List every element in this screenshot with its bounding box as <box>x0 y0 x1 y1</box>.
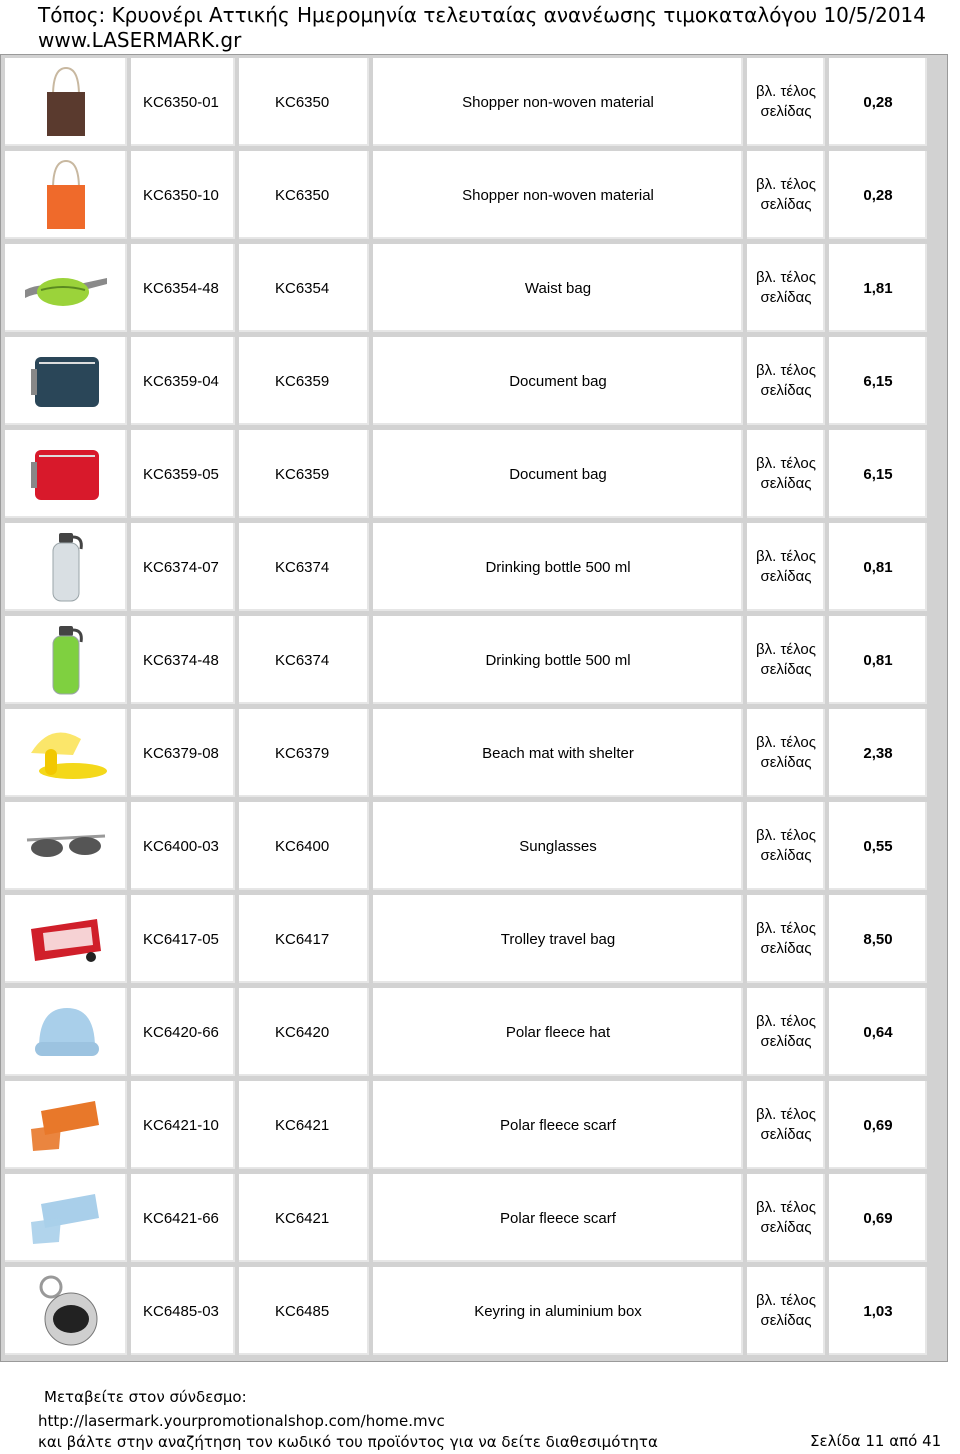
product-description: Trolley travel bag <box>373 895 743 983</box>
product-description: Drinking bottle 500 ml <box>373 616 743 704</box>
product-price: 0,28 <box>829 58 927 146</box>
scarf-icon <box>21 1085 111 1165</box>
product-model: KC6359 <box>239 337 369 425</box>
scarf-icon <box>21 1178 111 1258</box>
product-image <box>5 988 127 1076</box>
keyring-icon <box>21 1271 111 1351</box>
product-price: 0,69 <box>829 1174 927 1262</box>
product-model: KC6354 <box>239 244 369 332</box>
trolley-bag-icon <box>21 899 111 979</box>
product-price: 1,03 <box>829 1267 927 1355</box>
document-bag-icon <box>21 434 111 514</box>
product-model: KC6359 <box>239 430 369 518</box>
product-description: Document bag <box>373 430 743 518</box>
page-footer <box>0 1384 960 1454</box>
product-model: KC6350 <box>239 58 369 146</box>
product-price: 0,28 <box>829 151 927 239</box>
product-image <box>5 802 127 890</box>
product-code: KC6374-48 <box>131 616 235 704</box>
product-code: KC6417-05 <box>131 895 235 983</box>
table-row <box>5 706 943 799</box>
waist-bag-icon <box>21 248 111 328</box>
product-code: KC6485-03 <box>131 1267 235 1355</box>
tote-bag-icon <box>21 155 111 235</box>
page-header <box>0 0 960 56</box>
table-row <box>5 334 943 427</box>
product-price: 8,50 <box>829 895 927 983</box>
product-model: KC6417 <box>239 895 369 983</box>
product-image <box>5 1081 127 1169</box>
product-price: 2,38 <box>829 709 927 797</box>
page-reference: βλ. τέλος σελίδας <box>747 151 825 239</box>
website-link[interactable]: www.LASERMARK.gr <box>38 28 242 52</box>
product-price: 0,55 <box>829 802 927 890</box>
table-row <box>5 1171 943 1264</box>
product-image <box>5 523 127 611</box>
page-reference: βλ. τέλος σελίδας <box>747 1267 825 1355</box>
product-code: KC6379-08 <box>131 709 235 797</box>
page-reference: βλ. τέλος σελίδας <box>747 988 825 1076</box>
product-price: 1,81 <box>829 244 927 332</box>
product-image <box>5 709 127 797</box>
product-description: Waist bag <box>373 244 743 332</box>
product-code: KC6374-07 <box>131 523 235 611</box>
page-reference: βλ. τέλος σελίδας <box>747 895 825 983</box>
product-code: KC6359-05 <box>131 430 235 518</box>
product-description: Drinking bottle 500 ml <box>373 523 743 611</box>
tote-bag-icon <box>21 62 111 142</box>
product-code: KC6359-04 <box>131 337 235 425</box>
product-image <box>5 58 127 146</box>
product-code: KC6420-66 <box>131 988 235 1076</box>
footer-link[interactable]: http://lasermark.yourpromotionalshop.com/home.mvc <box>38 1412 445 1430</box>
table-row <box>5 985 943 1078</box>
beach-mat-icon <box>21 713 111 793</box>
table-row <box>5 427 943 520</box>
product-model: KC6350 <box>239 151 369 239</box>
page-reference: βλ. τέλος σελίδας <box>747 802 825 890</box>
product-model: KC6421 <box>239 1081 369 1169</box>
table-row <box>5 241 943 334</box>
hat-icon <box>21 992 111 1072</box>
document-bag-icon <box>21 341 111 421</box>
product-description: Polar fleece scarf <box>373 1081 743 1169</box>
bottle-icon <box>21 527 111 607</box>
product-image <box>5 1267 127 1355</box>
page-reference: βλ. τέλος σελίδας <box>747 523 825 611</box>
product-image <box>5 337 127 425</box>
product-code: KC6350-10 <box>131 151 235 239</box>
product-model: KC6374 <box>239 523 369 611</box>
sunglasses-icon <box>21 806 111 886</box>
table-row <box>5 613 943 706</box>
page-reference: βλ. τέλος σελίδας <box>747 1081 825 1169</box>
product-image <box>5 616 127 704</box>
product-model: KC6485 <box>239 1267 369 1355</box>
product-image <box>5 244 127 332</box>
table-row <box>5 55 943 148</box>
product-price: 0,81 <box>829 616 927 704</box>
product-description: Beach mat with shelter <box>373 709 743 797</box>
product-price: 0,69 <box>829 1081 927 1169</box>
product-price: 0,81 <box>829 523 927 611</box>
product-code: KC6421-10 <box>131 1081 235 1169</box>
product-code: KC6421-66 <box>131 1174 235 1262</box>
product-price: 0,64 <box>829 988 927 1076</box>
product-model: KC6374 <box>239 616 369 704</box>
bottle-icon <box>21 620 111 700</box>
page-reference: βλ. τέλος σελίδας <box>747 616 825 704</box>
product-image <box>5 430 127 518</box>
page-number: Σελίδα 11 από 41 <box>810 1432 942 1450</box>
product-code: KC6400-03 <box>131 802 235 890</box>
page-reference: βλ. τέλος σελίδας <box>747 337 825 425</box>
table-row <box>5 892 943 985</box>
product-image <box>5 1174 127 1262</box>
last-update-text: Ημερομηνία τελευταίας ανανέωσης τιμοκαταλόγου 10/5/2014 <box>296 3 926 27</box>
product-code: KC6354-48 <box>131 244 235 332</box>
table-row <box>5 148 943 241</box>
product-table <box>0 54 948 1362</box>
product-description: Keyring in aluminium box <box>373 1267 743 1355</box>
product-description: Shopper non-woven material <box>373 151 743 239</box>
location-text: Τόπος: Κρυονέρι Αττικής <box>38 3 290 27</box>
table-row <box>5 520 943 613</box>
table-row <box>5 1078 943 1171</box>
product-code: KC6350-01 <box>131 58 235 146</box>
product-model: KC6420 <box>239 988 369 1076</box>
product-description: Shopper non-woven material <box>373 58 743 146</box>
product-model: KC6379 <box>239 709 369 797</box>
product-description: Document bag <box>373 337 743 425</box>
product-image <box>5 151 127 239</box>
product-description: Polar fleece scarf <box>373 1174 743 1262</box>
footer-search-note: και βάλτε στην αναζήτηση τον κωδικό του προϊόντος για να δείτε διαθεσιμότητα <box>38 1433 658 1451</box>
footer-instruction: Μεταβείτε στον σύνδεσμο: <box>44 1388 247 1406</box>
page-reference: βλ. τέλος σελίδας <box>747 709 825 797</box>
product-price: 6,15 <box>829 337 927 425</box>
product-image <box>5 895 127 983</box>
product-model: KC6400 <box>239 802 369 890</box>
page-reference: βλ. τέλος σελίδας <box>747 430 825 518</box>
product-model: KC6421 <box>239 1174 369 1262</box>
product-price: 6,15 <box>829 430 927 518</box>
page-reference: βλ. τέλος σελίδας <box>747 58 825 146</box>
table-row <box>5 1264 943 1357</box>
product-description: Sunglasses <box>373 802 743 890</box>
page-reference: βλ. τέλος σελίδας <box>747 1174 825 1262</box>
page-reference: βλ. τέλος σελίδας <box>747 244 825 332</box>
table-row <box>5 799 943 892</box>
product-description: Polar fleece hat <box>373 988 743 1076</box>
